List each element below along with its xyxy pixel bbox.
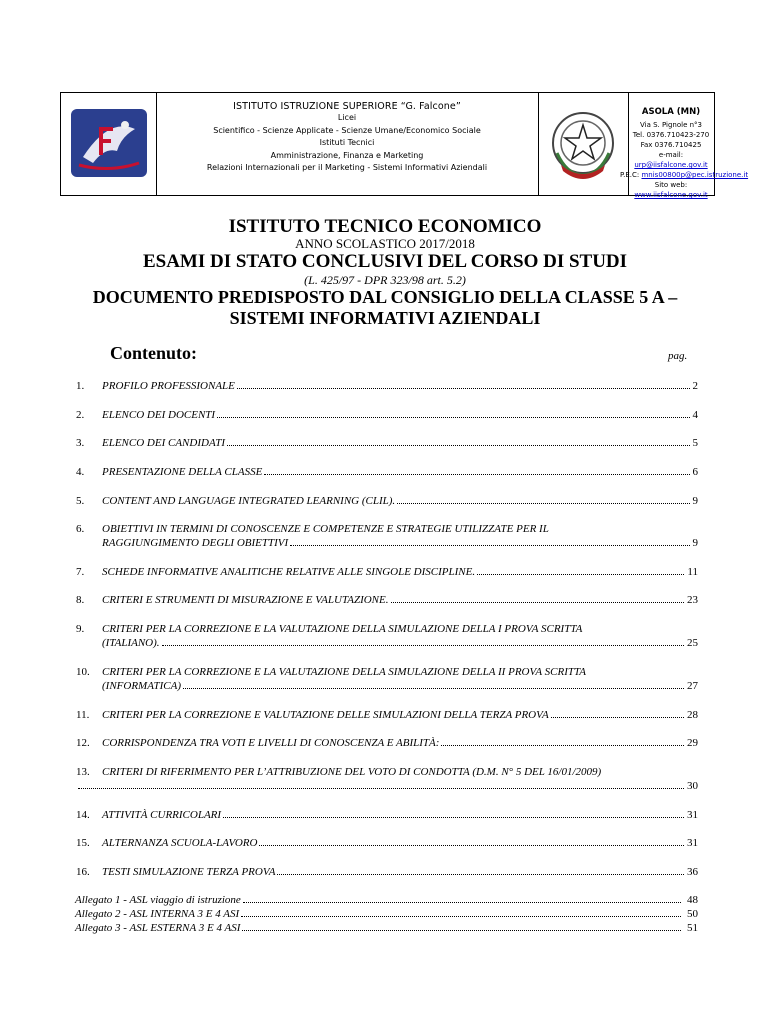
toc-page: 36 [687,866,698,878]
toc-number: 13. [76,766,90,778]
school-contacts-cell [620,93,749,199]
toc-entry[interactable] [102,637,698,649]
toc-page: 27 [687,680,698,692]
toc-text: PRESENTAZIONE DELLA CLASSE [102,466,263,478]
toc-text-line1[interactable]: CRITERI PER LA CORREZIONE E LA VALUTAZIONE DELLA SIMULAZIONE DELLA II PROVA SCRITTA [102,666,587,678]
web-label: Sito web: [654,181,688,189]
toc-page: 9 [692,537,698,549]
school-name: ISTITUTO ISTRUZIONE SUPERIORE “G. Falcone” [233,101,461,112]
toc-number: 6. [76,523,85,535]
toc-entry[interactable] [102,709,698,721]
toc-text-line1[interactable]: CRITERI DI RIFERIMENTO PER L’ATTRIBUZIONE DEL VOTO DI CONDOTTA (D.M. N° 5 DEL 16/01/2009) [102,766,602,778]
toc-entry[interactable] [102,437,698,449]
school-logo-cell [61,93,157,195]
toc-number: 3. [76,437,85,449]
toc-entry[interactable] [102,594,698,606]
toc-page: 28 [687,709,698,721]
annex-text: Allegato 2 - ASL INTERNA 3 E 4 ASI [75,908,240,920]
toc-page: 25 [687,637,698,649]
toc-number: 12. [76,737,90,749]
toc-text-line1[interactable]: CRITERI PER LA CORREZIONE E LA VALUTAZIONE DELLA SIMULAZIONE DELLA I PROVA SCRITTA [102,623,583,635]
toc-text: ALTERNANZA SCUOLA-LAVORO [102,837,258,849]
toc-text: CRITERI E STRUMENTI DI MISURAZIONE E VALUTAZIONE. [102,594,389,606]
school-tel: Tel. 0376.710423-270 [632,131,710,139]
toc-entry[interactable] [102,495,698,507]
institute-title: ISTITUTO TECNICO ECONOMICO [228,216,542,237]
toc-page: 4 [692,409,698,421]
school-fax: Fax 0376.710425 [640,141,702,149]
falcon-logo [69,107,149,179]
toc-text: TESTI SIMULAZIONE TERZA PROVA [102,866,276,878]
toc-text: ATTIVITÀ CURRICOLARI [102,809,222,821]
toc-page: 31 [687,809,698,821]
contents-heading: Contenuto: [110,343,198,363]
pec-link[interactable]: mnis00800p@pec.istruzione.it [641,171,749,179]
toc-text: ELENCO DEI CANDIDATI [102,437,226,449]
toc-number: 1. [76,380,85,392]
toc-entry[interactable] [102,809,698,821]
toc-page: 29 [687,737,698,749]
toc-text: (INFORMATICA) [102,680,182,692]
toc-text-line1[interactable]: OBIETTIVI IN TERMINI DI CONOSCENZE E COMPETENZE E STRATEGIE UTILIZZATE PER IL [102,523,549,535]
school-line: Istituti Tecnici [319,138,375,147]
toc-page: 2 [692,380,698,392]
toc-entry[interactable] [102,737,698,749]
school-line: Scientifico - Scienze Applicate - Scienze Umane/Economico Sociale [213,125,481,135]
toc-entry[interactable] [102,680,698,692]
toc-page: 23 [687,594,698,606]
annex-page: 51 [687,922,698,934]
italian-republic-emblem [547,107,619,181]
toc-entry[interactable] [102,380,698,392]
annex-page: 50 [687,908,698,920]
toc-number: 15. [76,837,90,849]
toc-text: PROFILO PROFESSIONALE [102,380,235,392]
exam-title: ESAMI DI STATO CONCLUSIVI DEL CORSO DI STUDI [142,251,628,272]
annex-page: 48 [687,894,698,906]
school-line: Relazioni Internazionali per il Marketing - Sistemi Informativi Aziendali [206,163,488,172]
toc-page: 11 [687,566,698,578]
toc-text: (ITALIANO). [102,637,160,649]
toc-entry[interactable] [102,837,698,849]
school-line: Licei [337,113,357,122]
toc-number: 16. [76,866,90,878]
toc-entry[interactable] [102,566,698,578]
toc-text: CONTENT AND LANGUAGE INTEGRATED LEARNING (CLIL). [102,495,396,507]
toc-page: 9 [692,495,698,507]
header-table [60,92,749,199]
school-info-cell [156,93,539,195]
toc-number: 2. [76,409,85,421]
toc-number: 5. [76,495,85,507]
toc-number: 9. [76,623,85,635]
annex-entry[interactable] [75,894,698,906]
law-reference: (L. 425/97 - DPR 323/98 art. 5.2) [304,273,466,287]
toc-number: 4. [76,466,85,478]
toc-page: 5 [692,437,698,449]
toc-text: CRITERI PER LA CORREZIONE E VALUTAZIONE DELLE SIMULAZIONI DELLA TERZA PROVA [102,709,549,721]
school-year: ANNO SCOLASTICO 2017/2018 [295,236,475,251]
toc-entry[interactable] [102,866,698,878]
toc-number: 8. [76,594,85,606]
annex-entry[interactable] [75,922,698,934]
school-line: Amministrazione, Finanza e Marketing [270,150,424,160]
document-title-line2: SISTEMI INFORMATIVI AZIENDALI [229,308,541,328]
emblem-cell [538,93,629,195]
email-label: e-mail: [658,151,684,159]
school-address: Via S. Pignole n°3 [639,121,703,129]
document-title-line1: DOCUMENTO PREDISPOSTO DAL CONSIGLIO DELLA CLASSE 5 A – [92,287,678,307]
pec-label: P.E.C: [620,171,640,179]
toc-number: 14. [76,809,90,821]
toc-entry[interactable] [102,466,698,478]
school-city: ASOLA (MN) [641,107,701,117]
toc-entry[interactable] [102,537,698,549]
toc-number: 10. [76,666,90,678]
toc-number: 11. [76,709,90,721]
school-web-line [628,180,714,200]
toc-text: SCHEDE INFORMATIVE ANALITICHE RELATIVE ALLE SINGOLE DISCIPLINE. [102,566,476,578]
toc-page: 31 [687,837,698,849]
web-link[interactable]: www.iisfalcone.gov.it [634,191,708,199]
annex-text: Allegato 3 - ASL ESTERNA 3 E 4 ASI [75,922,241,934]
toc-entry[interactable] [76,780,698,792]
toc-page: 30 [687,780,698,792]
annex-text: Allegato 1 - ASL viaggio di istruzione [75,894,241,906]
toc-page: 6 [692,466,698,478]
toc-entry[interactable] [102,409,698,421]
toc-text: ELENCO DEI DOCENTI [102,409,216,421]
school-email-line [628,150,714,170]
toc-text: RAGGIUNGIMENTO DEGLI OBIETTIVI [102,537,289,549]
toc-number: 7. [76,566,85,578]
email-link[interactable]: urp@iisfalcone.gov.it [634,161,708,169]
toc-text: CORRISPONDENZA TRA VOTI E LIVELLI DI CONOSCENZA E ABILITÀ: [102,737,440,749]
annex-entry[interactable] [75,908,698,920]
page-column-label: pag. [668,350,688,362]
school-pec-line [620,170,749,180]
